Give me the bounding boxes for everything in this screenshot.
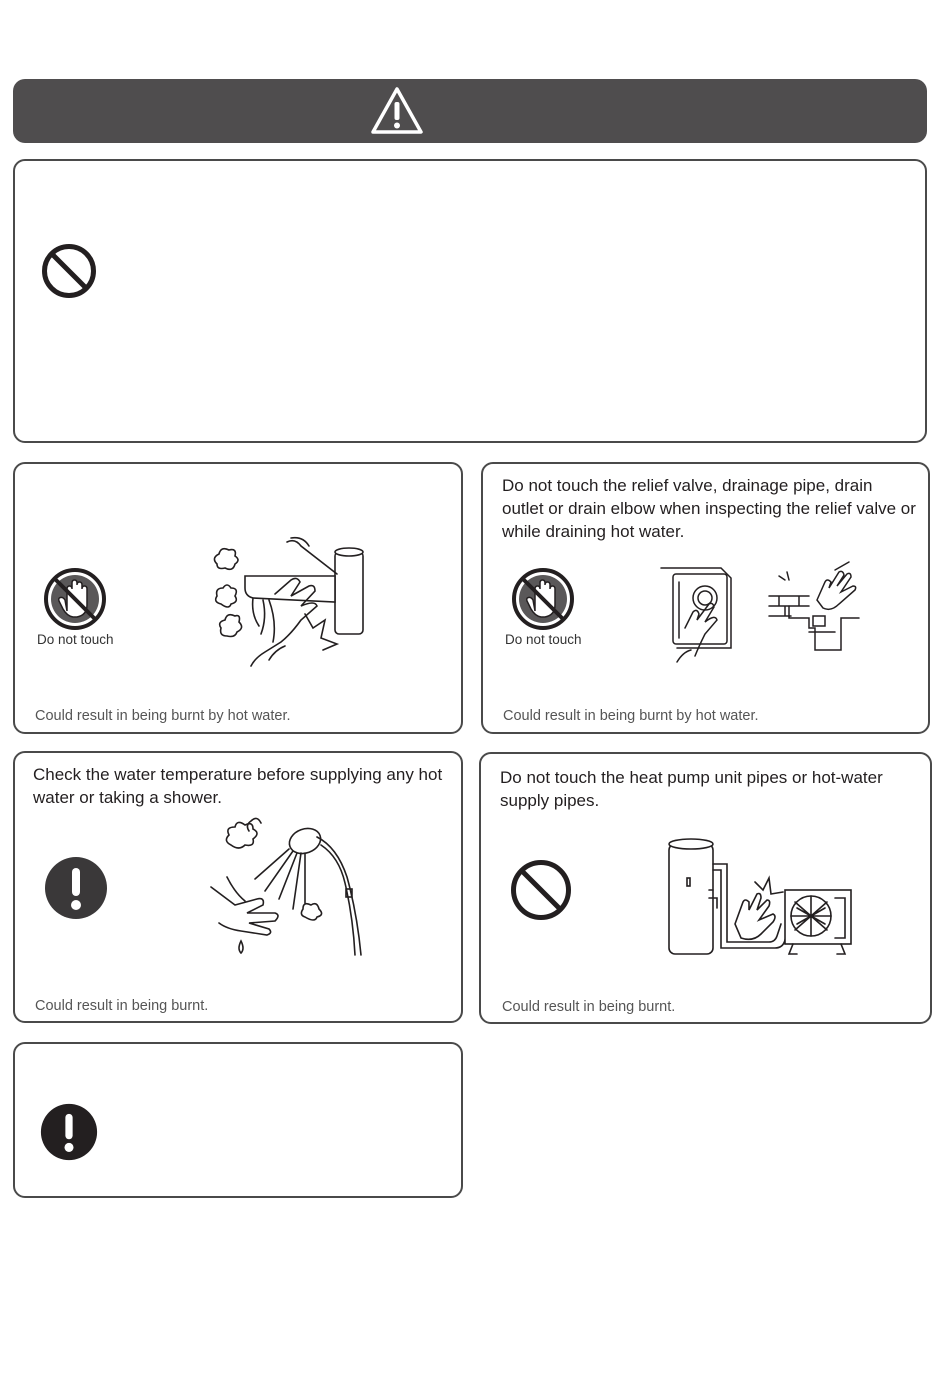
shower-hand-illustration xyxy=(205,817,375,962)
mandatory-exclamation-icon xyxy=(40,1103,98,1161)
warning-heading: Check the water temperature before supplying any hot water or taking a shower. xyxy=(33,765,443,807)
icon-label: Do not touch xyxy=(37,632,114,647)
warning-box-relief-valve xyxy=(481,462,930,734)
warning-box-bottom xyxy=(13,1042,463,1198)
relief-valve-illustration xyxy=(659,558,865,668)
warning-box-top xyxy=(13,159,927,443)
faucet-hand-illustration xyxy=(205,534,375,674)
heat-pump-pipes-illustration xyxy=(665,838,857,962)
warning-consequence: Could result in being burnt. xyxy=(35,998,209,1014)
warning-consequence: Could result in being burnt. xyxy=(502,999,676,1015)
warning-consequence: Could result in being burnt by hot water. xyxy=(503,708,759,724)
warning-box-water-temp xyxy=(13,751,463,1023)
warning-banner xyxy=(13,79,927,143)
no-touch-hand-icon xyxy=(511,567,575,631)
warning-consequence: Could result in being burnt by hot water. xyxy=(35,708,291,724)
prohibition-icon xyxy=(40,242,98,300)
mandatory-exclamation-icon xyxy=(44,856,108,920)
warning-box-pipes xyxy=(479,752,932,1024)
warning-triangle-icon xyxy=(369,85,425,137)
warning-heading: Do not touch the heat pump unit pipes or hot-water supply pipes. xyxy=(500,768,883,810)
prohibition-icon xyxy=(509,858,573,922)
warning-box-faucet xyxy=(13,462,463,734)
warning-heading: Do not touch the relief valve, drainage pipe, drain outlet or drain elbow when inspecting the relief valve or while draining hot water. xyxy=(502,476,916,541)
icon-label: Do not touch xyxy=(505,632,582,647)
no-touch-hand-icon xyxy=(43,567,107,631)
